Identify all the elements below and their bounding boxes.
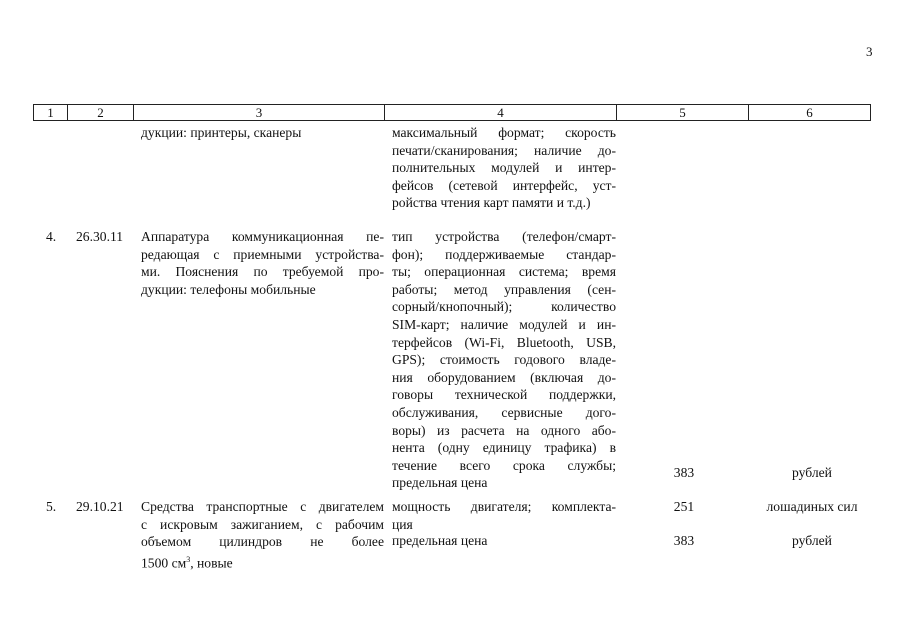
header-col-3: 3: [134, 105, 385, 120]
text-line: максимальный формат; скорость: [392, 125, 616, 140]
text-line: фон); поддерживаемые стандар-: [392, 246, 616, 262]
text-line: полнительных модулей и интер-: [392, 160, 616, 176]
text-line: нента (одну единицу трафика) в: [392, 440, 616, 456]
text-line: ция: [392, 516, 413, 532]
text-line: Средства транспортные с двигателем: [141, 499, 384, 514]
text-line: печати/сканирования; наличие до-: [392, 142, 616, 158]
header-col-6: 6: [806, 105, 813, 120]
text-line: работы; метод управления (сен-: [392, 281, 616, 297]
row4-col4: [392, 228, 616, 492]
text-line: SIM-карт; наличие модулей и ин-: [392, 316, 616, 332]
row5-col4-price: предельная цена: [392, 533, 488, 548]
text-line: мощность двигателя; комплекта-: [392, 499, 616, 514]
header-col-5: 5: [617, 105, 749, 120]
row4-col3: [141, 228, 384, 298]
text-line: говоры технической поддержки,: [392, 387, 616, 403]
page-number: 3: [866, 44, 873, 59]
text-line: GPS); стоимость годового владе-: [392, 352, 616, 368]
row5-col4-spec: [392, 498, 616, 533]
header-col-1: 1: [34, 105, 68, 120]
text-line: ния оборудованием (включая до-: [392, 369, 616, 385]
row5-col3-last-line: 1500 $см^3$, новые: [141, 554, 233, 571]
text-line: с искровым зажиганием, с рабочим: [141, 516, 384, 532]
row5-unit-price: рублей: [792, 533, 832, 548]
cont-col4: [392, 124, 616, 212]
row4-unit: рублей: [792, 465, 832, 480]
text-line: течение всего срока службы;: [392, 457, 616, 473]
row5-code: 29.10.21: [76, 499, 124, 514]
text-line: ройства чтения карт памяти и т.д.): [392, 195, 591, 211]
row5-value-power: 251: [673, 499, 695, 514]
text-line: редающая с приемными устройства-: [141, 246, 384, 262]
text-line: ты; операционная система; время: [392, 264, 616, 280]
row4-code: 26.30.11: [76, 229, 124, 244]
text-line: Аппаратура коммуникационная пе-: [141, 229, 384, 244]
text-line: сорный/кнопочный); количество: [392, 299, 616, 315]
row5-number: 5.: [46, 499, 57, 514]
text-line: объемом цилиндров не более: [141, 534, 384, 550]
text-line: тип устройства (телефон/смарт-: [392, 229, 616, 244]
text-line: воры) из расчета на одного або-: [392, 422, 616, 438]
text-line: предельная цена: [392, 475, 488, 491]
row4-value: 383: [673, 465, 695, 480]
row5-value-price: 383: [673, 533, 695, 548]
table-header: [33, 104, 871, 121]
header-col-2: 2: [68, 105, 134, 120]
cont-col3: дукции: принтеры, сканеры: [141, 125, 302, 140]
header-col-4: 4: [385, 105, 617, 120]
text-line: дукции: телефоны мобильные: [141, 281, 316, 297]
text-line: фейсов (сетевой интерфейс, уст-: [392, 177, 616, 193]
text-line: терфейсов (Wi-Fi, Bluetooth, USB,: [392, 334, 616, 350]
row5-col3: [141, 498, 384, 572]
row4-number: 4.: [46, 229, 57, 244]
row5-unit-power: лошадиных сил: [766, 499, 858, 514]
text-line: обслуживания, сервисные дого-: [392, 404, 616, 420]
text-line: ми. Пояснения по требуемой про-: [141, 264, 384, 280]
